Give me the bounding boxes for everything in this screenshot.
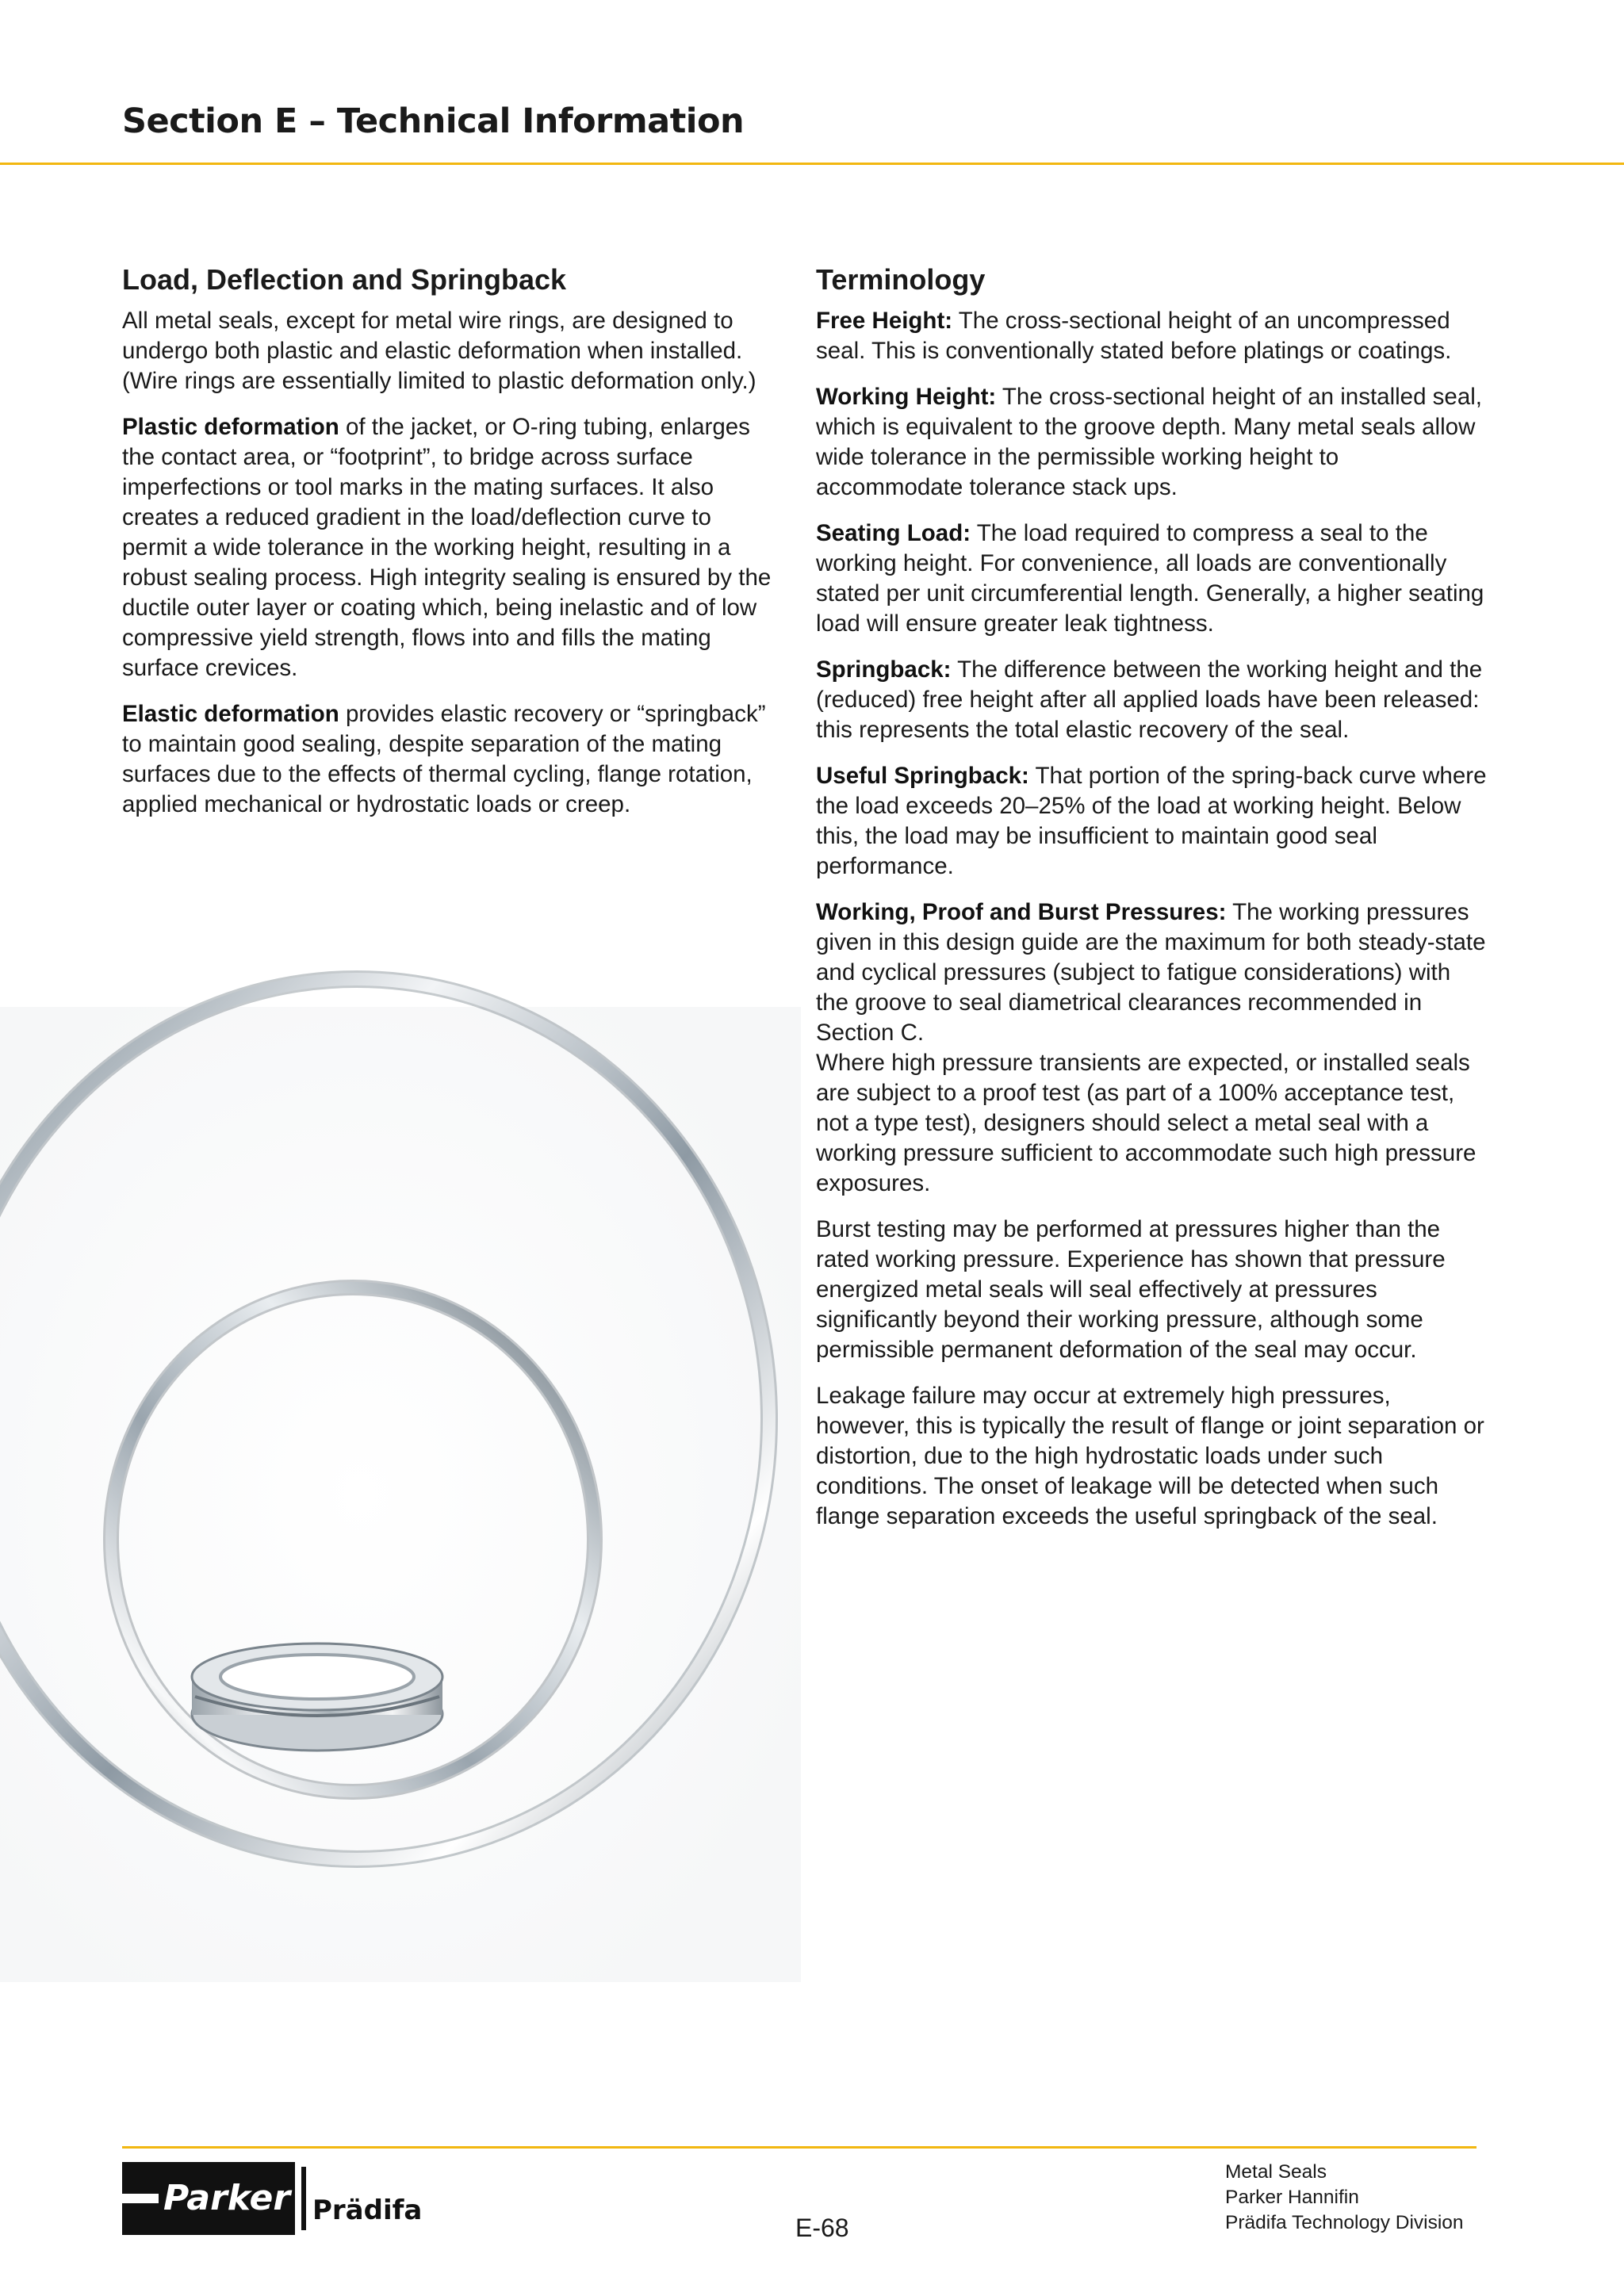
- paragraph-text: of the jacket, or O-ring tubing, enlarges the contact area, or “footprint”, to bridge across surface imperfections or tool marks in the mating surfaces. It also creates a reduced gradient in the load/deflection curve to permit a wide tolerance in the working height, resulting in a robust sealing process. High integrity sealing is ensured by the ductile outer layer or coating which, being inelastic and of low compressive yield strength, flows into and fills the mating surface crevices.: [122, 414, 772, 681]
- elastic-deformation-paragraph: [122, 699, 772, 820]
- proof-test-paragraph: Where high pressure transients are expected, or installed seals are subject to a proof test (as part of a 100% acceptance test, not a type test), designers should select a metal seal with a working pressure sufficient to accommodate such high pressure exposures.: [816, 1050, 1477, 1196]
- footer-line: Parker Hannifin: [1225, 2187, 1359, 2208]
- term-label: Elastic deformation: [122, 701, 339, 727]
- burst-testing-paragraph: Burst testing may be performed at pressures higher than the rated working pressure. Experience has shown that pressure energized metal seals will seal effectively at pressures significantly beyond their working pressure, although some permissible permanent deformation of the seal may occur.: [816, 1216, 1446, 1363]
- footer-divider: [122, 2146, 1477, 2149]
- page-title: Section E – Technical Information: [122, 101, 745, 141]
- parker-pradifa-logo: [122, 2162, 423, 2235]
- term-label: Working, Proof and Burst Pressures:: [816, 899, 1227, 925]
- metal-seal-rings-photo: [0, 1007, 801, 1982]
- definition-text: The cross-sectional height of an uncompressed seal. This is conventionally stated before platings or coatings.: [816, 308, 1452, 364]
- section-heading: Terminology: [816, 263, 986, 296]
- plastic-deformation-paragraph: [122, 412, 772, 683]
- seating-load-definition: [816, 519, 1487, 639]
- footer-company-info: [1225, 2160, 1464, 2236]
- paragraph-text: provides elastic recovery or “springback” to maintain good sealing, despite separation of the mating surfaces due to the effects of thermal cycling, flange rotation, applied mechanical or hydrostatic loads or creep.: [122, 701, 766, 817]
- load-deflection-column: [122, 260, 772, 836]
- header-divider: [0, 163, 1624, 165]
- leakage-paragraph: Leakage failure may occur at extremely high pressures, however, this is typically the result of flange or joint separation or distortion, due to the high hydrostatic loads under such conditions. The onset of leakage will be detected when such flange separation exceeds the useful springback of the seal.: [816, 1383, 1484, 1529]
- definition-text: The cross-sectional height of an installed seal, which is equivalent to the groove depth. Many metal seals allow wide tolerance in the permissible working height to accommodate tolerance stack ups.: [816, 384, 1482, 500]
- pressures-definition: [816, 897, 1487, 1048]
- working-height-definition: [816, 382, 1487, 503]
- definition-text: The load required to compress a seal to the working height. For convenience, all loads are conventionally stated per unit circumferential length. Generally, a higher seating load will ensure greater leak tightness.: [816, 520, 1484, 637]
- logo-parker-text: Parker: [163, 2178, 291, 2218]
- page-number: E-68: [795, 2214, 849, 2242]
- term-label: Free Height:: [816, 308, 953, 334]
- footer-line: Prädifa Technology Division: [1225, 2212, 1464, 2233]
- term-label: Useful Springback:: [816, 763, 1029, 789]
- useful-springback-definition: [816, 761, 1487, 882]
- free-height-definition: [816, 306, 1487, 366]
- term-label: Springback:: [816, 656, 952, 683]
- terminology-column: [816, 260, 1487, 1548]
- term-label: Plastic deformation: [122, 414, 339, 440]
- definition-text: The working pressures given in this design guide are the maximum for both steady-state and cyclical pressures (subject to fatigue considerations) with the groove to seal diametrical clearances recommended in Section C.: [816, 899, 1486, 1046]
- definition-text: The difference between the working height and the (reduced) free height after all applied loads have been released: this represents the total elastic recovery of the seal.: [816, 656, 1483, 743]
- footer-line: Metal Seals: [1225, 2161, 1327, 2183]
- springback-definition: [816, 655, 1487, 745]
- definition-text: That portion of the spring-back curve where the load exceeds 20–25% of the load at working height. Below this, the load may be insufficient to maintain good seal performance.: [816, 763, 1487, 879]
- term-label: Seating Load:: [816, 520, 971, 546]
- section-heading: Load, Deflection and Springback: [122, 263, 567, 296]
- term-label: Working Height:: [816, 384, 997, 410]
- intro-paragraph: All metal seals, except for metal wire rings, are designed to undergo both plastic and elastic deformation when installed. (Wire rings are essentially limited to plastic deformation only.): [122, 308, 756, 394]
- logo-pradifa-text: Prädifa: [312, 2195, 423, 2226]
